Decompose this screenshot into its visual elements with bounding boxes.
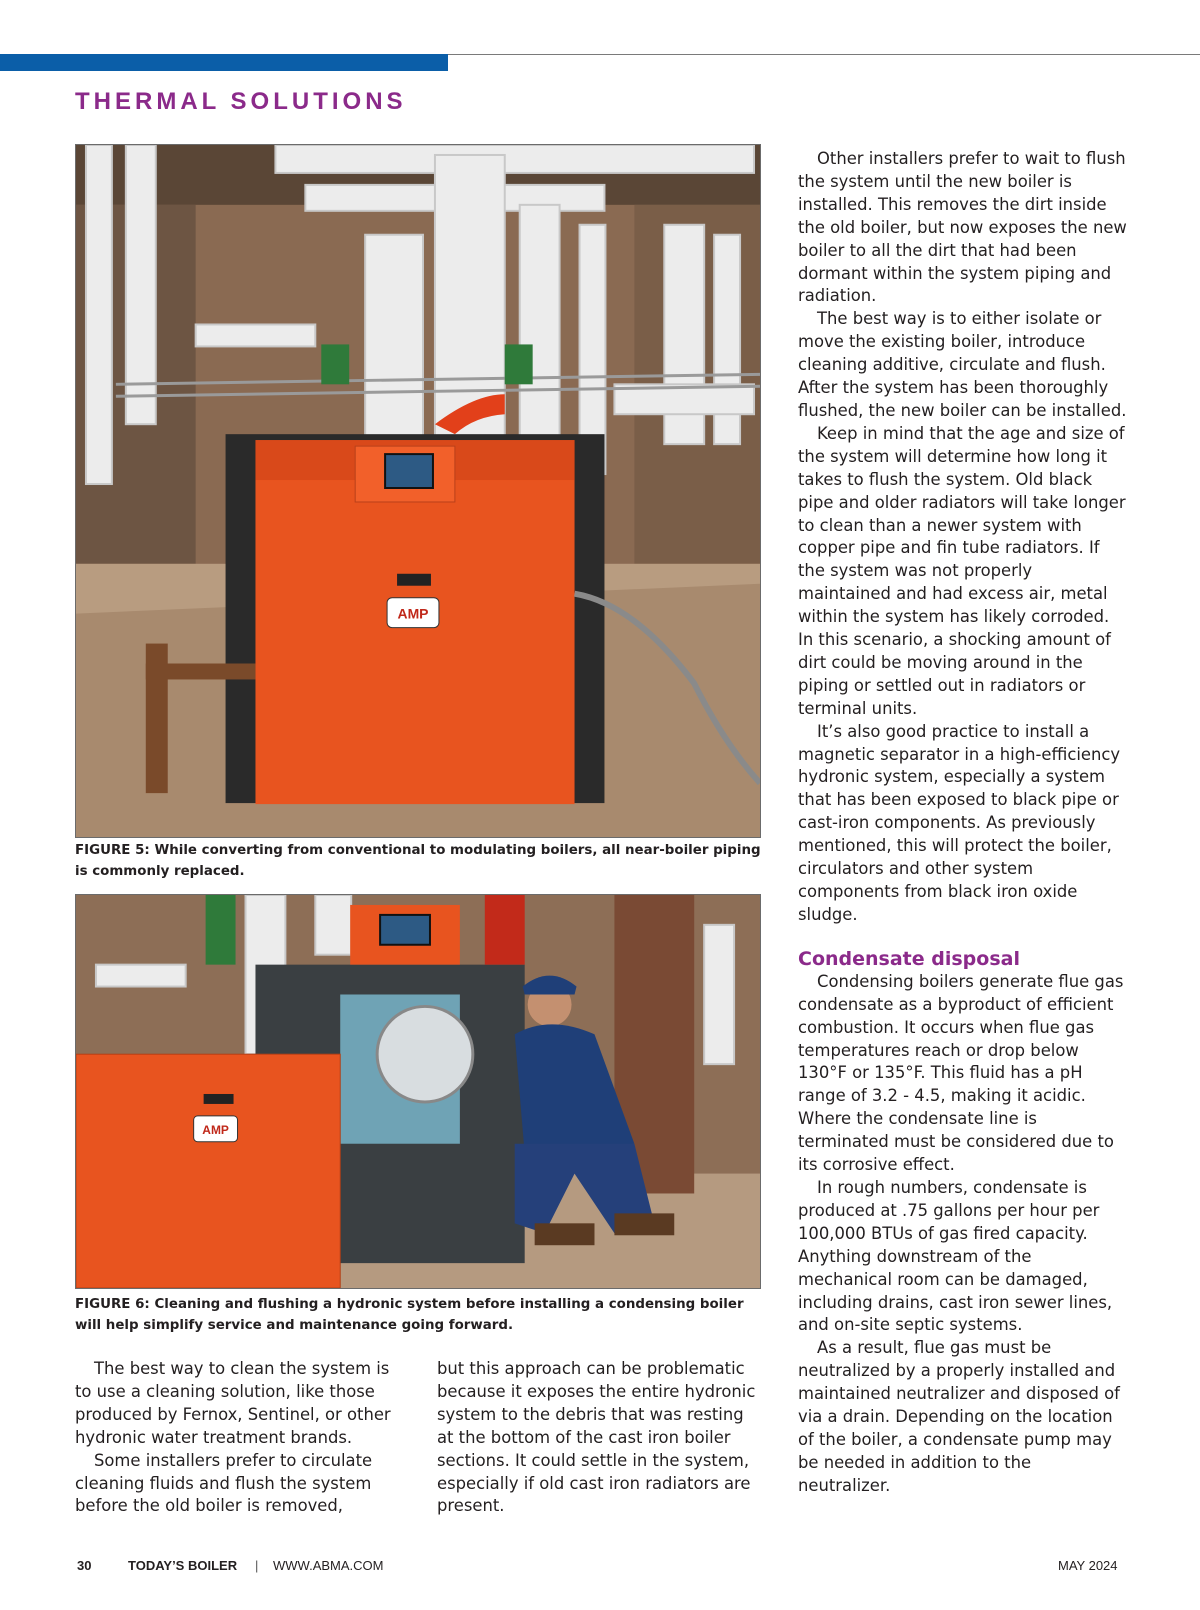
paragraph: Some installers prefer to circulate cleaning fluids and flush the system before the old boiler is removed, [75,1450,373,1516]
paragraph: Other installers prefer to wait to flush the system until the new boiler is installed. This removes the dirt inside the old boiler, but now exposes the new boiler to all the dirt that had been dormant within the system piping and radiation. [798,149,1127,306]
paragraph: Keep in mind that the age and size of the system will determine how long it takes to flush the system. Old black pipe and older radiators will take longer to clean than a newer system with copper pipe and fin tube radiators. If the system was not properly maintained and had excess air, metal within the system has likely corroded. In this scenario, a shocking amount of dirt could be moving around in the piping or settled out in radiators or terminal units. [798,423,1126,718]
paragraph: It’s also good practice to install a magnetic separator in a high-efficiency hydronic system, especially a system that has been exposed to black pipe or cast-iron components. As previously mentioned, this will protect the boiler, circulators and other system components from black iron oxide sludge. [798,721,1121,924]
paragraph: Condensing boilers generate flue gas condensate as a byproduct of efficient combustion. It occurs when flue gas temperatures reach or drop below 130°F or 135°F. This fluid has a pH range of 3.2 - 4.5, making it acidic. Where the condensate line is terminated must be considered due to its corrosive effect. [798,971,1124,1175]
body-column-a [75,1358,405,1518]
paragraph: The best way to clean the system is to use a cleaning solution, like those produced by Fernox, Sentinel, or other hydronic water treatment brands. [75,1359,391,1447]
figure-5-photo [75,144,761,838]
publication-name: TODAY’S BOILER [128,1558,238,1573]
paragraph: As a result, flue gas must be neutralized by a properly installed and maintained neutralizer and disposed of via a drain. Depending on the location of the boiler, a condensate pump may be needed in addition to the neutralizer. [798,1338,1120,1495]
figure-5-caption: FIGURE 5: While converting from conventional to modulating boilers, all near-boiler piping is commonly replaced. [75,843,761,879]
figure-6-logo: AMP [202,1122,229,1137]
body-column-b [437,1358,765,1518]
paragraph: The best way is to either isolate or move the existing boiler, introduce cleaning additive, circulate and flush. After the system has been thoroughly flushed, the new boiler can be installed. [798,309,1127,420]
figure-6-photo [75,894,761,1289]
subheading: Condensate disposal [798,947,1020,970]
body-column-c [798,148,1128,1498]
figure-6-caption: FIGURE 6: Cleaning and flushing a hydronic system before installing a condensing boiler will help simplify service and maintenance going forward. [75,1297,744,1333]
publication-url: WWW.ABMA.COM [273,1558,384,1573]
paragraph: In rough numbers, condensate is produced at .75 gallons per hour per 100,000 BTUs of gas fired capacity. Anything downstream of the mechanical room can be damaged, including drains, cast iron sewer lines, and on-site septic systems. [798,1177,1113,1335]
figure-5-logo: AMP [397,605,429,622]
issue-date: MAY 2024 [1058,1558,1118,1573]
footer-separator: | [255,1558,259,1573]
section-title: THERMAL SOLUTIONS [75,88,407,115]
paragraph: but this approach can be problematic because it exposes the entire hydronic system to the debris that was resting at the bottom of the cast iron boiler sections. It could settle in the system, especially if old cast iron radiators are present. [437,1359,756,1516]
header-rule [448,54,1200,55]
header-color-bar [0,54,448,71]
page-number: 30 [77,1558,92,1573]
